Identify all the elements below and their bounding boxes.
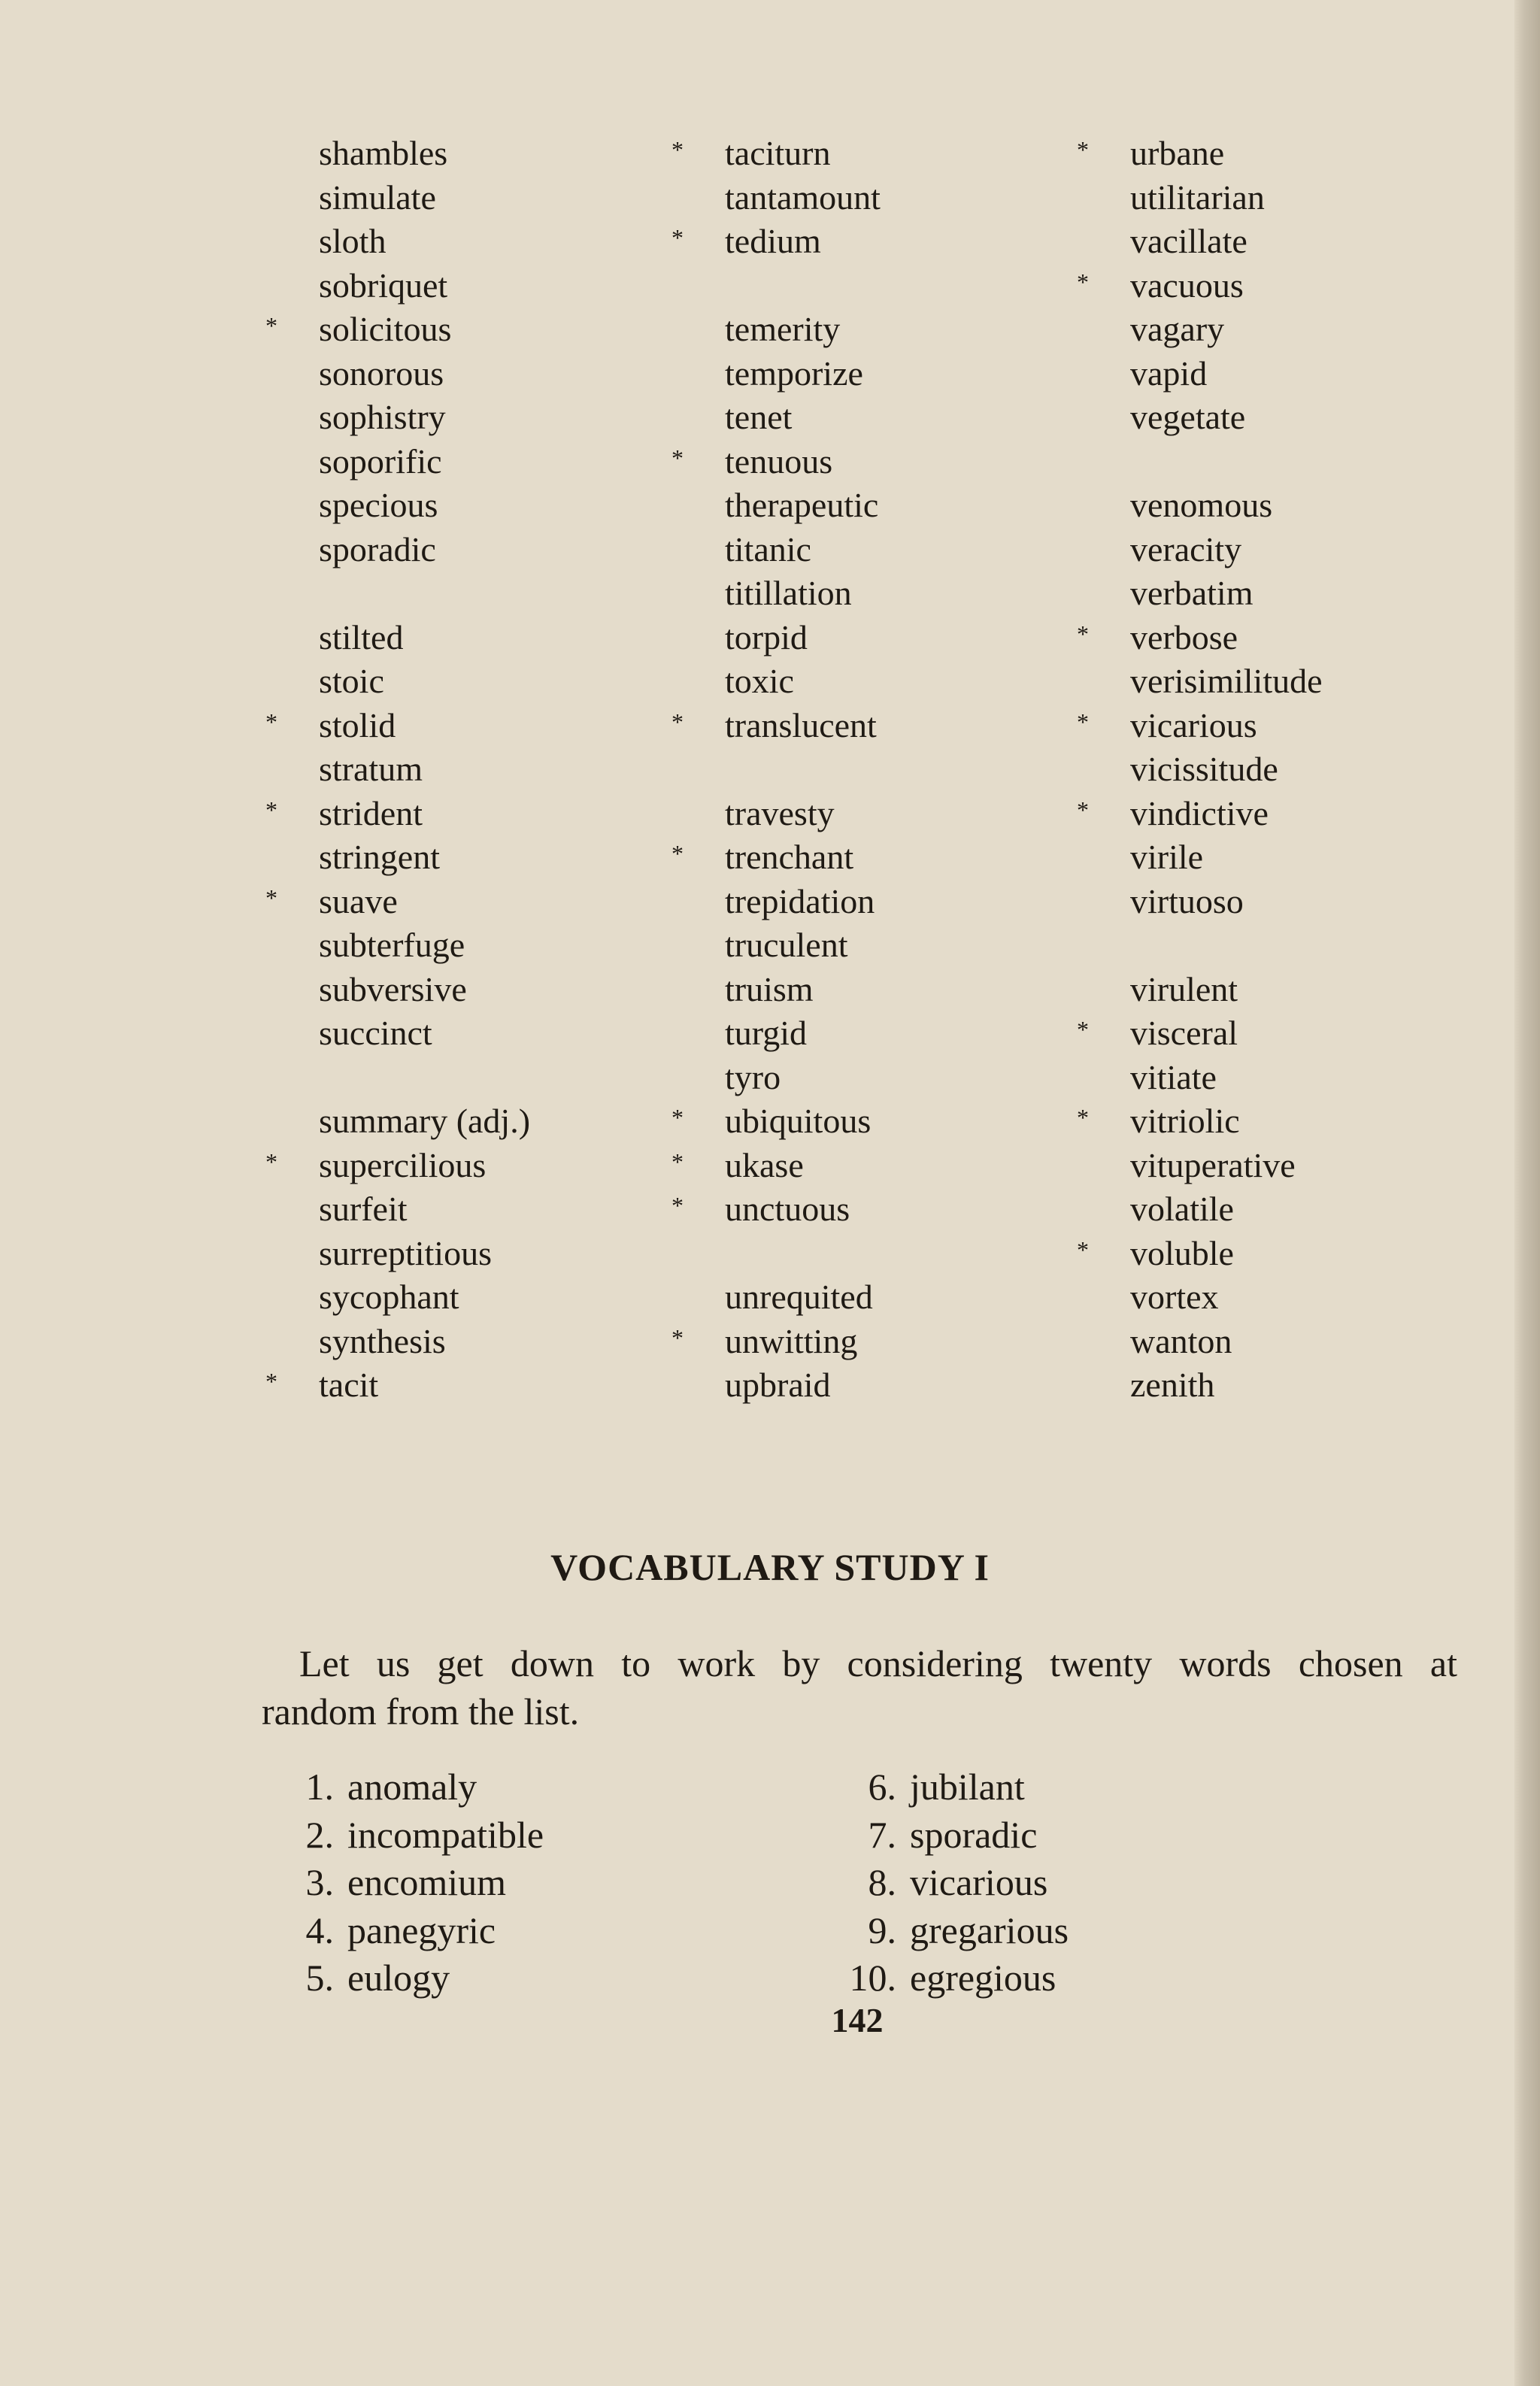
word-entry bbox=[1077, 132, 1323, 176]
word-text: unctuous bbox=[725, 1190, 850, 1228]
word-entry bbox=[725, 571, 881, 616]
word-text: subterfuge bbox=[319, 926, 465, 964]
item-number: 6. bbox=[868, 1766, 896, 1808]
word-text: translucent bbox=[725, 705, 877, 744]
word-text: tenet bbox=[725, 398, 793, 436]
word-entry bbox=[265, 1363, 530, 1408]
asterisk-icon: * bbox=[1077, 1016, 1089, 1043]
word-text: temporize bbox=[725, 353, 863, 393]
word-text: specious bbox=[319, 486, 438, 524]
item-number: 3. bbox=[305, 1861, 334, 1903]
numbered-list-right bbox=[835, 1763, 1069, 2002]
word-text: virtuoso bbox=[1130, 881, 1244, 920]
word-entry bbox=[671, 220, 881, 264]
intro-line-1: Let us get down to work by considering twenty words chosen at bbox=[299, 1642, 1457, 1684]
word-text: wanton bbox=[1130, 1321, 1232, 1360]
word-entry bbox=[1130, 1363, 1323, 1408]
group-spacer bbox=[319, 1056, 530, 1100]
word-text: strident bbox=[319, 793, 423, 832]
word-text: unwitting bbox=[725, 1321, 858, 1360]
word-entry bbox=[725, 396, 881, 440]
word-text: taciturn bbox=[725, 134, 831, 172]
word-text: urbane bbox=[1130, 134, 1225, 172]
word-entry bbox=[1077, 1011, 1323, 1056]
asterisk-icon: * bbox=[671, 840, 684, 867]
asterisk-icon: * bbox=[671, 1192, 684, 1219]
word-entry bbox=[1130, 220, 1323, 264]
item-word: jubilant bbox=[910, 1766, 1025, 1808]
word-text: verisimilitude bbox=[1130, 662, 1323, 700]
word-entry bbox=[265, 704, 530, 748]
item-number: 2. bbox=[305, 1813, 334, 1856]
word-text: vacillate bbox=[1130, 222, 1247, 260]
word-entry bbox=[319, 484, 530, 528]
word-entry bbox=[319, 396, 530, 440]
asterisk-icon: * bbox=[265, 708, 277, 735]
word-text: tantamount bbox=[725, 177, 881, 217]
word-entry bbox=[671, 1099, 881, 1144]
word-text: titillation bbox=[725, 574, 852, 612]
item-number: 8. bbox=[868, 1861, 896, 1903]
numbered-item bbox=[835, 1954, 1069, 2002]
numbered-item bbox=[835, 1811, 1069, 1860]
word-entry bbox=[725, 528, 881, 572]
word-entry bbox=[725, 968, 881, 1012]
word-text: sloth bbox=[319, 222, 387, 260]
word-entry bbox=[1130, 308, 1323, 352]
word-text: succinct bbox=[319, 1014, 432, 1052]
word-entry bbox=[319, 1099, 530, 1144]
word-text: voluble bbox=[1130, 1233, 1234, 1272]
word-entry bbox=[725, 923, 881, 968]
group-spacer bbox=[725, 747, 881, 792]
numbered-item bbox=[272, 1907, 544, 1955]
item-word: vicarious bbox=[910, 1861, 1048, 1903]
word-text: vapid bbox=[1130, 353, 1208, 393]
word-entry bbox=[265, 792, 530, 836]
asterisk-icon: * bbox=[265, 1148, 277, 1175]
word-entry bbox=[319, 220, 530, 264]
item-number: 1. bbox=[305, 1766, 334, 1808]
group-spacer bbox=[1130, 923, 1323, 968]
item-number: 4. bbox=[305, 1908, 334, 1951]
page-number: 142 bbox=[831, 2001, 884, 2039]
asterisk-icon: * bbox=[1077, 1235, 1089, 1263]
word-text: travesty bbox=[725, 793, 835, 832]
word-text: vitiate bbox=[1130, 1057, 1217, 1096]
word-text: trenchant bbox=[725, 838, 854, 876]
item-word: encomium bbox=[347, 1861, 507, 1903]
asterisk-icon: * bbox=[1077, 136, 1089, 163]
asterisk-icon: * bbox=[1077, 1104, 1089, 1131]
word-entry bbox=[1130, 659, 1323, 704]
word-text: simulate bbox=[319, 177, 436, 217]
word-entry bbox=[319, 132, 530, 176]
word-entry bbox=[725, 792, 881, 836]
word-entry bbox=[1130, 571, 1323, 616]
word-text: toxic bbox=[725, 662, 794, 700]
asterisk-icon: * bbox=[671, 1148, 684, 1175]
asterisk-icon: * bbox=[265, 312, 277, 339]
word-entry bbox=[671, 1144, 881, 1188]
word-entry bbox=[671, 440, 881, 484]
word-text: virile bbox=[1130, 838, 1204, 876]
word-text: trepidation bbox=[725, 881, 875, 920]
word-entry bbox=[725, 1011, 881, 1056]
word-text: vicarious bbox=[1130, 705, 1257, 744]
word-text: vicissitude bbox=[1130, 750, 1278, 788]
word-text: turgid bbox=[725, 1014, 808, 1052]
word-entry bbox=[265, 1144, 530, 1188]
word-entry bbox=[319, 923, 530, 968]
word-entry bbox=[319, 1320, 530, 1364]
numbered-item bbox=[272, 1859, 544, 1907]
word-entry bbox=[1130, 528, 1323, 572]
word-text: synthesis bbox=[319, 1321, 446, 1360]
word-entry bbox=[319, 264, 530, 308]
word-entry bbox=[1130, 1320, 1323, 1364]
word-entry bbox=[1077, 704, 1323, 748]
word-text: tenuous bbox=[725, 441, 833, 481]
asterisk-icon: * bbox=[1077, 268, 1089, 296]
word-entry bbox=[319, 528, 530, 572]
word-entry bbox=[1130, 1187, 1323, 1232]
word-text: stolid bbox=[319, 705, 396, 744]
vocabulary-word-list bbox=[0, 132, 1540, 1410]
word-column-1 bbox=[265, 132, 531, 1408]
numbered-list-left bbox=[272, 1763, 544, 2002]
item-word: gregarious bbox=[910, 1908, 1069, 1951]
word-entry bbox=[1130, 484, 1323, 528]
word-entry bbox=[725, 1363, 881, 1408]
word-text: vindictive bbox=[1130, 793, 1269, 832]
word-text: vegetate bbox=[1130, 398, 1246, 436]
word-text: unrequited bbox=[725, 1278, 873, 1316]
word-text: suave bbox=[319, 881, 398, 920]
word-entry bbox=[725, 484, 881, 528]
word-text: tacit bbox=[319, 1366, 379, 1404]
word-text: visceral bbox=[1130, 1014, 1238, 1052]
word-entry bbox=[725, 1056, 881, 1100]
word-entry bbox=[1077, 1099, 1323, 1144]
word-entry bbox=[1130, 352, 1323, 396]
item-word: incompatible bbox=[347, 1813, 544, 1856]
word-entry bbox=[1130, 968, 1323, 1012]
word-entry bbox=[319, 440, 530, 484]
word-entry bbox=[671, 1320, 881, 1364]
word-text: vitriolic bbox=[1130, 1102, 1240, 1140]
word-entry bbox=[1077, 264, 1323, 308]
word-entry bbox=[319, 176, 530, 220]
asterisk-icon: * bbox=[1077, 620, 1089, 647]
word-entry bbox=[319, 1232, 530, 1276]
item-word: eulogy bbox=[347, 1957, 450, 1999]
word-text: utilitarian bbox=[1130, 177, 1265, 217]
word-entry bbox=[1130, 747, 1323, 792]
asterisk-icon: * bbox=[671, 1323, 684, 1351]
asterisk-icon: * bbox=[671, 136, 684, 163]
word-text: temerity bbox=[725, 310, 841, 348]
word-text: truism bbox=[725, 969, 814, 1008]
numbered-item bbox=[835, 1907, 1069, 1955]
word-text: soporific bbox=[319, 441, 442, 481]
word-entry bbox=[319, 1275, 530, 1320]
word-entry bbox=[1130, 880, 1323, 924]
word-entry bbox=[1130, 396, 1323, 440]
word-entry bbox=[319, 659, 530, 704]
word-text: vortex bbox=[1130, 1278, 1219, 1316]
word-text: torpid bbox=[725, 617, 808, 656]
word-entry bbox=[319, 616, 530, 660]
word-text: ubiquitous bbox=[725, 1102, 872, 1140]
numbered-item bbox=[272, 1954, 544, 2002]
word-text: ukase bbox=[725, 1145, 804, 1184]
asterisk-icon: * bbox=[1077, 708, 1089, 735]
word-entry bbox=[725, 308, 881, 352]
item-word: sporadic bbox=[910, 1813, 1038, 1856]
word-text: upbraid bbox=[725, 1366, 831, 1404]
word-text: vituperative bbox=[1130, 1145, 1296, 1184]
word-text: titanic bbox=[725, 529, 811, 568]
word-text: truculent bbox=[725, 926, 848, 964]
word-entry bbox=[265, 308, 530, 352]
item-word: anomaly bbox=[347, 1766, 477, 1808]
word-entry bbox=[1130, 176, 1323, 220]
group-spacer bbox=[725, 1232, 881, 1276]
word-text: verbatim bbox=[1130, 574, 1254, 612]
word-text: sycophant bbox=[319, 1278, 459, 1316]
word-text: stilted bbox=[319, 617, 404, 656]
numbered-item bbox=[835, 1763, 1069, 1811]
word-entry bbox=[671, 1187, 881, 1232]
word-text: tedium bbox=[725, 222, 821, 260]
word-text: sporadic bbox=[319, 529, 436, 568]
word-text: vacuous bbox=[1130, 265, 1244, 305]
word-entry bbox=[725, 176, 881, 220]
intro-line-2: random from the list. bbox=[262, 1690, 580, 1733]
word-text: sobriquet bbox=[319, 265, 448, 305]
group-spacer bbox=[725, 264, 881, 308]
asterisk-icon: * bbox=[1077, 796, 1089, 823]
asterisk-icon: * bbox=[265, 1368, 277, 1395]
word-entry bbox=[1130, 1144, 1323, 1188]
item-number: 9. bbox=[868, 1908, 896, 1951]
asterisk-icon: * bbox=[671, 224, 684, 251]
item-word: panegyric bbox=[347, 1908, 496, 1951]
word-text: summary (adj.) bbox=[319, 1102, 531, 1140]
word-text: sophistry bbox=[319, 398, 446, 436]
word-entry bbox=[1077, 792, 1323, 836]
word-entry bbox=[671, 835, 881, 880]
word-entry bbox=[1077, 1232, 1323, 1276]
word-entry bbox=[1077, 616, 1323, 660]
word-text: supercilious bbox=[319, 1145, 487, 1184]
word-entry bbox=[319, 352, 530, 396]
numbered-item bbox=[835, 1859, 1069, 1907]
group-spacer bbox=[319, 571, 530, 616]
asterisk-icon: * bbox=[671, 444, 684, 471]
word-text: subversive bbox=[319, 969, 467, 1008]
asterisk-icon: * bbox=[671, 1104, 684, 1131]
section-title: VOCABULARY STUDY I bbox=[550, 1546, 990, 1588]
asterisk-icon: * bbox=[265, 884, 277, 911]
word-text: stringent bbox=[319, 838, 440, 876]
word-text: shambles bbox=[319, 134, 448, 172]
word-entry bbox=[319, 835, 530, 880]
numbered-item bbox=[272, 1811, 544, 1860]
word-text: stoic bbox=[319, 662, 384, 700]
word-entry bbox=[319, 968, 530, 1012]
word-text: sonorous bbox=[319, 353, 444, 393]
word-column-3 bbox=[1077, 132, 1323, 1408]
word-text: veracity bbox=[1130, 529, 1242, 568]
word-entry bbox=[671, 704, 881, 748]
word-entry bbox=[1130, 835, 1323, 880]
word-text: stratum bbox=[319, 750, 423, 788]
word-text: venomous bbox=[1130, 486, 1273, 524]
word-entry bbox=[319, 1187, 530, 1232]
word-entry bbox=[671, 132, 881, 176]
item-number: 10. bbox=[849, 1957, 896, 1999]
word-entry bbox=[725, 1275, 881, 1320]
asterisk-icon: * bbox=[671, 708, 684, 735]
word-text: solicitous bbox=[319, 310, 452, 348]
group-spacer bbox=[1130, 440, 1323, 484]
item-number: 5. bbox=[305, 1957, 334, 1999]
word-entry bbox=[265, 880, 530, 924]
intro-paragraph bbox=[262, 1639, 1457, 1736]
word-entry bbox=[725, 352, 881, 396]
asterisk-icon: * bbox=[265, 796, 277, 823]
word-text: zenith bbox=[1130, 1366, 1215, 1404]
word-column-2 bbox=[671, 132, 881, 1408]
word-text: surreptitious bbox=[319, 1233, 492, 1272]
word-entry bbox=[319, 747, 530, 792]
word-entry bbox=[1130, 1275, 1323, 1320]
numbered-item bbox=[272, 1763, 544, 1811]
word-text: tyro bbox=[725, 1057, 781, 1096]
word-text: vagary bbox=[1130, 310, 1225, 348]
word-text: therapeutic bbox=[725, 486, 879, 524]
word-entry bbox=[725, 616, 881, 660]
word-text: virulent bbox=[1130, 969, 1238, 1008]
word-entry bbox=[1130, 1056, 1323, 1100]
word-text: surfeit bbox=[319, 1190, 408, 1228]
item-word: egregious bbox=[910, 1957, 1056, 1999]
item-number: 7. bbox=[868, 1813, 896, 1856]
word-entry bbox=[725, 880, 881, 924]
word-entry bbox=[725, 659, 881, 704]
word-text: volatile bbox=[1130, 1190, 1234, 1228]
word-entry bbox=[319, 1011, 530, 1056]
word-text: verbose bbox=[1130, 617, 1238, 656]
